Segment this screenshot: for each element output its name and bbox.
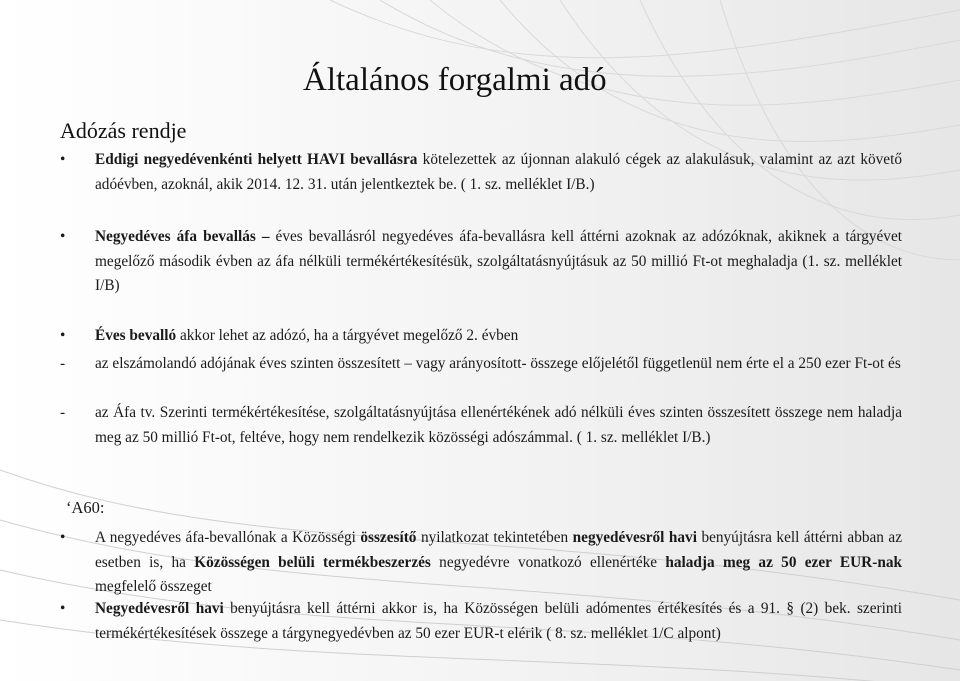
bold-text: Negyedéves áfa bevallás – [95, 228, 270, 245]
dash-marker: - [60, 355, 66, 372]
bold-text: Éves bevalló [95, 327, 177, 344]
item-text: benyújtásra kell áttérni akkor is, ha Közösségen belüli adómentes értékesítés és a 91. § (2) bek. szerinti termékértékesítések összege a tárgynegyedévben az 50 ezer EUR-t elérik ( 8. sz. melléklet 1/C alpont) [95, 600, 902, 642]
item-text: nyilatkozat tekintetében [416, 529, 573, 546]
list-item: az elszámolandó adójának éves szinten összesített – vagy arányosított- összege előjelétől függetlenül nem érte el a 250 ezer Ft-ot és [95, 355, 901, 372]
list-item [95, 526, 902, 600]
item-text: negyedévre vonatkozó ellenértéke [430, 553, 666, 571]
a60-label: ‘A60: [66, 498, 105, 517]
bold-text: negyedévesről havi [572, 529, 697, 546]
bold-text: haladja meg az 50 ezer EUR-nak [665, 553, 902, 571]
bold-text: Közösségen belüli termékbeszerzés [194, 553, 431, 571]
list-item [95, 324, 902, 349]
bullet-icon: • [60, 327, 66, 344]
item-text: akkor lehet az adózó, ha a tárgyévet megelőző 2. évben [176, 327, 519, 344]
item-text: kötelezettek az újonnan alakuló cégek az alakulásuk, valamint az azt követő adóévben, azoknál, akik 2014. 12. 31. után jelentkeztek be. ( 1. sz. melléklet I/B.) [95, 151, 902, 193]
bullet-icon: • [60, 151, 66, 168]
list-item [95, 225, 902, 299]
section-heading: Adózás rendje [60, 118, 187, 143]
slide-title: Általános forgalmi adó [303, 62, 607, 98]
bullet-icon: • [60, 228, 66, 245]
list-item: az Áfa tv. Szerinti termékértékesítése, szolgáltatásnyújtása ellenértékének adó nélküli éves szinten összesített összege nem haladja meg az 50 millió Ft-ot, feltéve, hogy nem rendelkezik közösségi adószámmal. ( 1. sz. melléklet I/B.) [95, 404, 902, 446]
list-item [95, 148, 902, 197]
bold-text: összesítő [360, 529, 417, 546]
item-text: benyújtásra kell áttérni abban az esetben is, ha [95, 529, 902, 571]
bold-text: Eddigi negyedévenkénti helyett HAVI bevallásra [95, 151, 418, 168]
bold-text: Negyedévesről havi [95, 600, 224, 617]
item-text: A negyedéves áfa-bevallónak a Közösségi [95, 529, 361, 546]
list-item [95, 597, 902, 646]
dash-marker: - [60, 404, 66, 421]
item-text: megfelelő összeget [95, 578, 212, 595]
bullet-icon: • [60, 529, 66, 546]
item-text: éves bevallásról negyedéves áfa-bevallásra kell áttérni azoknak az adózóknak, akiknek a tárgyévet megelőző második évben az áfa nélküli termékértékesítésük, szolgáltatásnyújtásuk az 50 millió Ft-ot meghaladja (1. sz. melléklet I/B) [95, 228, 902, 294]
bullet-icon: • [60, 600, 66, 617]
